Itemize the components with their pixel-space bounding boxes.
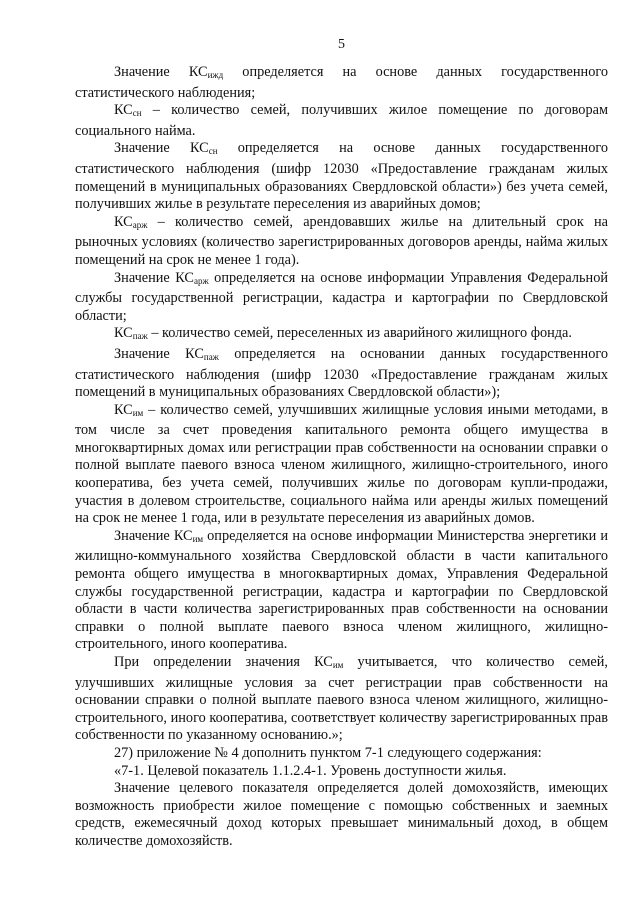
subscript: им xyxy=(332,660,344,670)
paragraph: Значение $КС_{сн}$ определяется на основе данных государственного статистического наблюдения (шифр 12030 «Предоставление гражданам жилых помещений в муниципальных образованиях Свердловской области») без учета семей, получивших жилье в результате переселения из аварийных домов; xyxy=(75,140,609,213)
subscript: паж xyxy=(203,351,219,362)
paragraph: Значение $КС_{ижд}$ определяется на основе данных государственного статистического наблюдения; xyxy=(75,64,608,101)
subscript: им xyxy=(192,533,204,544)
subscript: ижд xyxy=(207,70,224,80)
page-number: 5 xyxy=(338,37,345,52)
paragraph: При определении значения $КС_{им}$ учитывается, что количество семей, улучшивших жилищные условия за счет регистрации прав собственности на основании справки о полной выплате паевого взноса членом жилищного, жилищно-строительного, иного кооператива, соответствует количеству зарегистрированных прав собственности по указанному основанию.»; xyxy=(75,654,608,744)
paragraph: $КС_{им}$ – количество семей, улучшивших жилищные условия иными методами, в том числе за счет проведения капитального ремонта общего имущества в многоквартирных домах или регистрации прав собственности на основании справки о полной выплате паевого взноса членом жилищного, жилищно-строительного, иного кооператива, без учета семей, получивших жилье по договорам купли-продажи, участия в долевом строительстве, социального найма или аренды жилых помещений на срок не менее 1 года, или в результате переселения из аварийных домов. xyxy=(75,401,608,527)
paragraph: $КС_{арж}$ – количество семей, арендовавших жилье на длительный срок на рыночных условиях (количество зарегистрированных договоров аренды, найма жилых помещений на срок не менее 1 года). xyxy=(75,213,608,268)
paragraph: Значение $КС_{паж}$ определяется на основании данных государственного статистического наблюдения (шифр 12030 «Предоставление гражданам жилых помещений в муниципальных образованиях Свердловской области»); xyxy=(75,345,609,401)
paragraph: Значение $КС_{им}$ определяется на основе информации Министерства энергетики и жилищно-коммунального хозяйства Свердловской области в части капитального ремонта общего имущества в многоквартирных домах, Управления Федеральной службы государственной регистрации, кадастра и картографии по Свердловской области в части количества зарегистрированных прав собственности на основании справки о полной выплате паевого взноса членом жилищного, жилищно-строительного, иного кооператива. xyxy=(75,527,608,653)
subscript: сн xyxy=(208,146,218,157)
paragraph: $КС_{сн}$ – количество семей, получивших жилое помещение по договорам социального найма. xyxy=(75,102,608,139)
paragraph: 27) приложение № 4 дополнить пунктом 7-1 следующего содержания: xyxy=(114,744,542,761)
subscript: арж xyxy=(193,275,209,286)
paragraph: $КС_{паж}$ – количество семей, переселенных из аварийного жилищного фонда. xyxy=(114,325,572,342)
paragraph: Значение целевого показателя определяется долей домохозяйств, имеющих возможность приобрести жилое помещение с помощью собственных и заемных средств, ежемесячный доход которых превышает минимальный доход, в общем количестве домохозяйств. xyxy=(75,780,608,849)
subscript: сн xyxy=(132,108,142,119)
paragraph: Значение $КС_{арж}$ определяется на основе информации Управления Федеральной службы государственной регистрации, кадастра и картографии по Свердловской области; xyxy=(75,269,608,324)
subscript: им xyxy=(132,407,144,418)
subscript: паж xyxy=(132,331,148,342)
paragraph: «7-1. Целевой показатель 1.1.2.4-1. Уровень доступности жилья. xyxy=(114,762,507,779)
subscript: арж xyxy=(132,219,148,230)
